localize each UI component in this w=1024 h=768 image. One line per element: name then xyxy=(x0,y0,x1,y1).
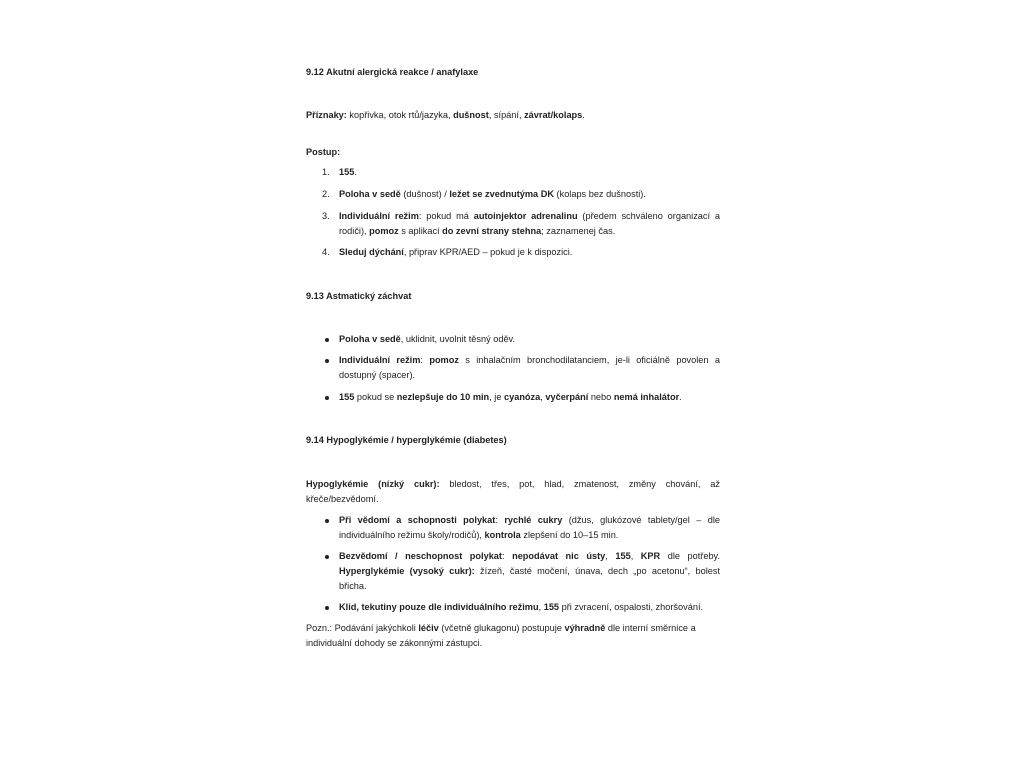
bullet-icon xyxy=(325,606,329,610)
list-number: 2. xyxy=(322,189,330,199)
postup-label: Postup: xyxy=(306,147,341,157)
list-item-text: Poloha v sedě (dušnost) / ležet se zvednutýma DK (kolaps bez dušnosti). xyxy=(339,189,646,199)
list-item-text: 155 pokud se nezlepšuje do 10 min, je cyanóza, vyčerpání nebo nemá inhalátor. xyxy=(339,392,682,402)
list-item-text: Bezvědomí / neschopnost polykat: nepodávat nic ústy, 155, KPR dle potřeby. Hyperglykémie (vysoký cukr): žízeň, časté močení, únava, dech „po acetonu“, bolest břicha. xyxy=(339,551,721,591)
bullet-icon xyxy=(325,519,329,523)
section-heading-9-13: 9.13 Astmatický záchvat xyxy=(306,291,412,301)
hypoglycemia-paragraph: Hypoglykémie (nízký cukr): bledost, třes, pot, hlad, zmatenost, změny chování, až křeče/bezvědomí. xyxy=(306,479,720,504)
list-item-text: Při vědomí a schopnosti polykat: rychlé cukry (džus, glukózové tablety/gel – dle individuálního režimu školy/rodičů), kontrola zlepšení do 10–15 min. xyxy=(339,515,720,540)
list-item-text: Individuální režim: pokud má autoinjektor adrenalinu (předem schváleno organizací a rodiči), pomoz s aplikací do zevní strany stehna; zaznamenej čas. xyxy=(339,211,720,236)
list-item-text: 155. xyxy=(339,167,357,177)
list-item-text: Poloha v sedě, uklidnit, uvolnit těsný oděv. xyxy=(339,334,516,344)
list-number: 1. xyxy=(322,167,330,177)
bullet-icon xyxy=(325,555,329,559)
symptoms-paragraph: Příznaky: kopřivka, otok rtů/jazyka, dušnost, sípání, závrat/kolaps. xyxy=(306,110,585,120)
list-item-text: Sleduj dýchání, připrav KPR/AED – pokud je k dispozici. xyxy=(339,247,573,257)
bullet-icon xyxy=(325,396,329,400)
list-number: 4. xyxy=(322,247,330,257)
list-item-text: Klid, tekutiny pouze dle individuálního režimu, 155 při zvracení, ospalosti, zhoršování. xyxy=(339,602,704,612)
bullet-icon xyxy=(325,359,329,363)
section-heading-9-14: 9.14 Hypoglykémie / hyperglykémie (diabetes) xyxy=(306,435,507,445)
note-paragraph: Pozn.: Podávání jakýchkoli léčiv (včetně glukagonu) postupuje výhradně dle interní směrnice a individuální dohody se zákonnými zástupci. xyxy=(306,623,696,648)
list-item-text: Individuální režim: pomoz s inhalačním bronchodilatanciem, je-li oficiálně povolen a dostupný (spacer). xyxy=(339,355,720,380)
bullet-icon xyxy=(325,338,329,342)
section-heading-9-12: 9.12 Akutní alergická reakce / anafylaxe xyxy=(306,67,479,77)
list-number: 3. xyxy=(322,211,330,221)
